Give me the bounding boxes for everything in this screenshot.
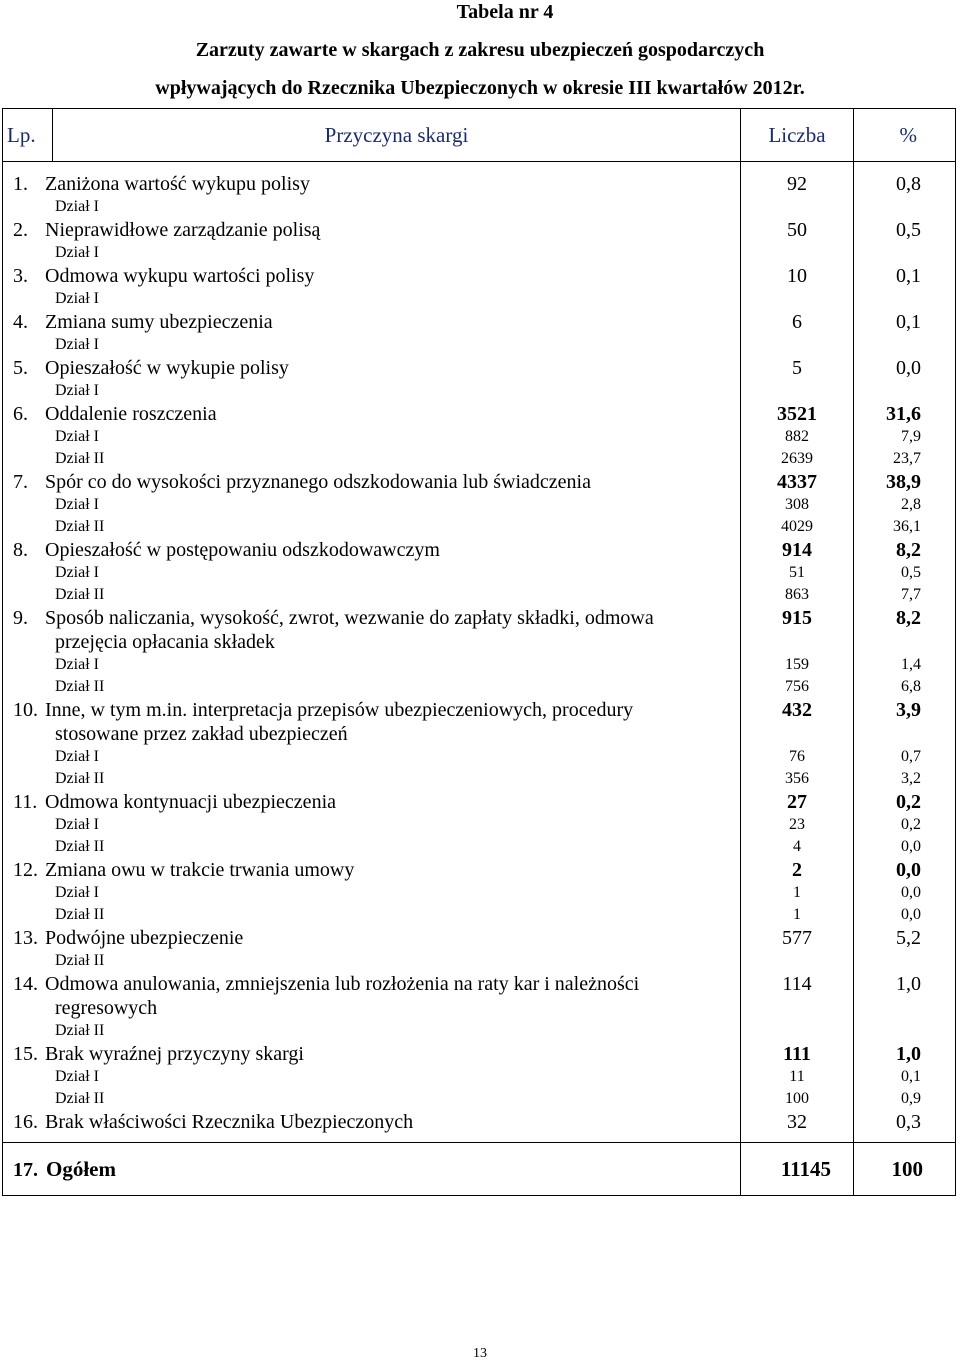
table-row <box>3 538 740 606</box>
percent-block <box>854 606 955 698</box>
division-label: Dział II <box>55 838 105 855</box>
division-percent: 3,2 <box>901 770 921 787</box>
cause-line <box>3 606 740 630</box>
division-percent <box>854 1020 955 1042</box>
table-row <box>3 926 740 972</box>
cause-text: Odmowa kontynuacji ubezpieczenia <box>45 791 336 813</box>
blank-line <box>854 996 955 1020</box>
header-count: Liczba <box>741 109 854 162</box>
cause-line <box>3 790 740 814</box>
cause-text: Nieprawidłowe zarządzanie polisą <box>45 219 321 241</box>
division-count: 159 <box>785 656 809 673</box>
cause-text: Oddalenie roszczenia <box>45 403 217 425</box>
row-count: 32 <box>787 1111 807 1133</box>
blank-line <box>741 722 853 746</box>
cause-text: Zaniżona wartość wykupu polisy <box>45 173 310 195</box>
row-count: 914 <box>782 539 812 561</box>
division-label: Dział I <box>55 290 99 307</box>
cause-line <box>3 538 740 562</box>
division-label: Dział II <box>55 1022 105 1039</box>
division-count: 756 <box>785 678 809 695</box>
count-block <box>741 264 853 310</box>
division-percent: 0,1 <box>901 1068 921 1085</box>
row-count: 10 <box>787 265 807 287</box>
percent-block <box>854 172 955 218</box>
percent-block <box>854 1042 955 1110</box>
cause-line <box>3 470 740 494</box>
row-percent: 38,9 <box>886 471 921 493</box>
cause-line <box>3 1110 740 1134</box>
division-count <box>741 196 853 218</box>
row-number: 14. <box>13 973 38 995</box>
cause-text: stosowane przez zakład ubezpieczeń <box>55 723 348 745</box>
cause-text: Opieszałość w wykupie polisy <box>45 357 289 379</box>
row-percent: 0,0 <box>896 357 921 379</box>
division-label: Dział I <box>55 244 99 261</box>
division-label: Dział I <box>55 748 99 765</box>
row-number: 11. <box>13 791 38 813</box>
count-block <box>741 858 853 926</box>
cause-text: Opieszałość w postępowaniu odszkodowawczym <box>45 539 440 561</box>
percent-block <box>854 218 955 264</box>
total-label-cell <box>3 1143 741 1196</box>
count-block <box>741 538 853 606</box>
division-label: Dział I <box>55 496 99 513</box>
table-row <box>3 1042 740 1110</box>
total-label: Ogółem <box>46 1156 116 1181</box>
table-title-line-2: wpływających do Rzecznika Ubezpieczonych w okresie III kwartałów 2012r. <box>155 77 805 99</box>
division-label: Dział I <box>55 198 99 215</box>
division-label: Dział I <box>55 656 99 673</box>
row-count: 5 <box>792 357 802 379</box>
cause-line <box>3 996 740 1020</box>
cause-line <box>3 356 740 380</box>
row-number: 1. <box>13 173 28 195</box>
table-row <box>3 698 740 790</box>
division-count <box>741 334 853 356</box>
division-percent: 0,9 <box>901 1090 921 1107</box>
division-label: Dział I <box>55 1068 99 1085</box>
row-number: 12. <box>13 859 38 881</box>
total-percent: 100 <box>854 1143 956 1196</box>
division-count <box>741 380 853 402</box>
cause-text: Zmiana sumy ubezpieczenia <box>45 311 273 333</box>
division-label: Dział II <box>55 770 105 787</box>
table-row <box>3 790 740 858</box>
cause-line <box>3 926 740 950</box>
row-number: 2. <box>13 219 28 241</box>
page-number: 13 <box>473 1346 487 1361</box>
row-number: 4. <box>13 311 28 333</box>
counts-cell <box>741 162 854 1135</box>
table-title-line-1: Zarzuty zawarte w skargach z zakresu ubezpieczeń gospodarczych <box>195 39 765 61</box>
total-row <box>3 1143 956 1196</box>
division-count: 2639 <box>781 450 813 467</box>
division-count: 4029 <box>781 518 813 535</box>
percent-block <box>854 402 955 470</box>
cause-line <box>3 172 740 196</box>
total-count: 11145 <box>741 1143 854 1196</box>
row-percent: 0,2 <box>896 791 921 813</box>
division-count <box>741 950 853 972</box>
division-percent: 23,7 <box>893 450 921 467</box>
table-row <box>3 606 740 698</box>
division-label: Dział II <box>55 678 105 695</box>
division-count: 882 <box>785 428 809 445</box>
row-count: 915 <box>782 607 812 629</box>
row-percent: 0,0 <box>896 859 921 881</box>
count-block <box>741 606 853 698</box>
division-label: Dział I <box>55 884 99 901</box>
division-count: 1 <box>793 884 801 901</box>
count-block <box>741 218 853 264</box>
row-percent: 5,2 <box>896 927 921 949</box>
row-count: 3521 <box>777 403 817 425</box>
percent-block <box>854 858 955 926</box>
cause-line <box>3 264 740 288</box>
cause-line <box>3 698 740 722</box>
cause-text: Odmowa anulowania, zmniejszenia lub rozłożenia na raty kar i należności <box>45 973 640 995</box>
percent-block <box>854 470 955 538</box>
table-row <box>3 972 740 1042</box>
division-label: Dział I <box>55 428 99 445</box>
row-percent: 0,8 <box>896 173 921 195</box>
cause-line <box>3 858 740 882</box>
division-percent: 36,1 <box>893 518 921 535</box>
table-row <box>3 264 740 310</box>
division-percent <box>854 380 955 402</box>
cause-text: Podwójne ubezpieczenie <box>45 927 244 949</box>
count-block <box>741 356 853 402</box>
table-header-row <box>3 109 956 162</box>
row-number: 15. <box>13 1043 38 1065</box>
division-count: 100 <box>785 1090 809 1107</box>
division-percent <box>854 242 955 264</box>
blank-line <box>854 722 955 746</box>
division-percent: 1,4 <box>901 656 921 673</box>
division-percent <box>854 950 955 972</box>
division-count: 308 <box>785 496 809 513</box>
division-count <box>741 242 853 264</box>
count-block <box>741 310 853 356</box>
table-row <box>3 1110 740 1134</box>
division-percent: 0,7 <box>901 748 921 765</box>
percent-block <box>854 698 955 790</box>
header-lp: Lp. <box>3 109 53 162</box>
division-label: Dział II <box>55 518 105 535</box>
division-count: 51 <box>789 564 805 581</box>
division-percent: 6,8 <box>901 678 921 695</box>
division-label: Dział I <box>55 336 99 353</box>
table-row <box>3 218 740 264</box>
row-number: 8. <box>13 539 28 561</box>
count-block <box>741 470 853 538</box>
row-percent: 8,2 <box>896 607 921 629</box>
division-percent: 7,9 <box>901 428 921 445</box>
row-count: 27 <box>787 791 807 813</box>
row-count: 50 <box>787 219 807 241</box>
row-count: 111 <box>783 1043 811 1065</box>
header-percent: % <box>854 109 956 162</box>
division-percent <box>854 196 955 218</box>
count-block <box>741 1042 853 1110</box>
division-percent: 0,2 <box>901 816 921 833</box>
percent-block <box>854 356 955 402</box>
percent-block <box>854 538 955 606</box>
division-percent: 2,8 <box>901 496 921 513</box>
row-count: 2 <box>792 859 802 881</box>
table-row <box>3 858 740 926</box>
row-number: 13. <box>13 927 38 949</box>
table-row <box>3 402 740 470</box>
division-label: Dział II <box>55 1090 105 1107</box>
row-percent: 31,6 <box>886 403 921 425</box>
row-percent: 1,0 <box>896 1043 921 1065</box>
row-number: 5. <box>13 357 28 379</box>
division-count: 76 <box>789 748 805 765</box>
row-percent: 0,5 <box>896 219 921 241</box>
row-percent: 0,3 <box>896 1111 921 1133</box>
percents-cell <box>854 162 956 1135</box>
division-percent <box>854 288 955 310</box>
cause-text: przejęcia opłacania składek <box>55 631 275 653</box>
blank-line <box>854 630 955 654</box>
table-body-row <box>3 162 956 1135</box>
row-count: 6 <box>792 311 802 333</box>
row-count: 432 <box>782 699 812 721</box>
cause-line <box>3 218 740 242</box>
cause-text: Sposób naliczania, wysokość, zwrot, wezwanie do zapłaty składki, odmowa <box>45 607 654 629</box>
division-label: Dział I <box>55 564 99 581</box>
cause-line <box>3 310 740 334</box>
cause-text: regresowych <box>55 997 158 1019</box>
division-percent <box>854 334 955 356</box>
row-number: 6. <box>13 403 28 425</box>
percent-block <box>854 926 955 972</box>
division-count: 11 <box>789 1068 805 1085</box>
division-label: Dział I <box>55 382 99 399</box>
count-block <box>741 402 853 470</box>
cause-text: Spór co do wysokości przyznanego odszkodowania lub świadczenia <box>45 471 591 493</box>
division-percent: 7,7 <box>901 586 921 603</box>
causes-cell <box>3 162 741 1135</box>
row-count: 4337 <box>777 471 817 493</box>
complaints-table <box>2 108 956 1196</box>
row-percent: 1,0 <box>896 973 921 995</box>
count-block <box>741 698 853 790</box>
count-block <box>741 1110 853 1134</box>
division-percent: 0,5 <box>901 564 921 581</box>
cause-text: Odmowa wykupu wartości polisy <box>45 265 315 287</box>
percent-block <box>854 790 955 858</box>
division-count: 4 <box>793 838 801 855</box>
cause-text: Brak wyraźnej przyczyny skargi <box>45 1043 304 1065</box>
row-number: 16. <box>13 1111 38 1133</box>
row-number: 3. <box>13 265 28 287</box>
cause-text: Brak właściwości Rzecznika Ubezpieczonych <box>45 1111 414 1133</box>
count-block <box>741 926 853 972</box>
count-block <box>741 172 853 218</box>
cause-line <box>3 972 740 996</box>
division-count: 1 <box>793 906 801 923</box>
row-percent: 0,1 <box>896 311 921 333</box>
cause-text: Zmiana owu w trakcie trwania umowy <box>45 859 355 881</box>
division-percent: 0,0 <box>901 838 921 855</box>
row-count: 92 <box>787 173 807 195</box>
division-label: Dział II <box>55 952 105 969</box>
cause-line <box>3 722 740 746</box>
table-row <box>3 172 740 218</box>
header-cause: Przyczyna skargi <box>53 109 741 162</box>
division-percent: 0,0 <box>901 884 921 901</box>
division-label: Dział II <box>55 450 105 467</box>
table-row <box>3 310 740 356</box>
cause-line <box>3 630 740 654</box>
cause-text: Inne, w tym m.in. interpretacja przepisów ubezpieczeniowych, procedury <box>45 699 634 721</box>
division-count: 23 <box>789 816 805 833</box>
division-label: Dział II <box>55 586 105 603</box>
blank-line <box>741 996 853 1020</box>
percent-block <box>854 310 955 356</box>
row-percent: 3,9 <box>896 699 921 721</box>
percent-block <box>854 1110 955 1134</box>
row-count: 114 <box>782 973 812 995</box>
cause-line <box>3 1042 740 1066</box>
table-row <box>3 356 740 402</box>
division-count <box>741 288 853 310</box>
total-number: 17. <box>13 1158 38 1181</box>
row-number: 10. <box>13 699 38 721</box>
division-count: 356 <box>785 770 809 787</box>
percent-block <box>854 972 955 1042</box>
division-count <box>741 1020 853 1042</box>
division-label: Dział II <box>55 906 105 923</box>
percent-block <box>854 264 955 310</box>
row-number: 7. <box>13 471 28 493</box>
blank-line <box>741 630 853 654</box>
row-count: 577 <box>782 927 812 949</box>
division-label: Dział I <box>55 816 99 833</box>
division-count: 863 <box>785 586 809 603</box>
row-percent: 0,1 <box>896 265 921 287</box>
row-percent: 8,2 <box>896 539 921 561</box>
table-number: Tabela nr 4 <box>456 1 554 23</box>
row-number: 9. <box>13 607 28 629</box>
cause-line <box>3 402 740 426</box>
count-block <box>741 790 853 858</box>
division-percent: 0,0 <box>901 906 921 923</box>
count-block <box>741 972 853 1042</box>
table-row <box>3 470 740 538</box>
